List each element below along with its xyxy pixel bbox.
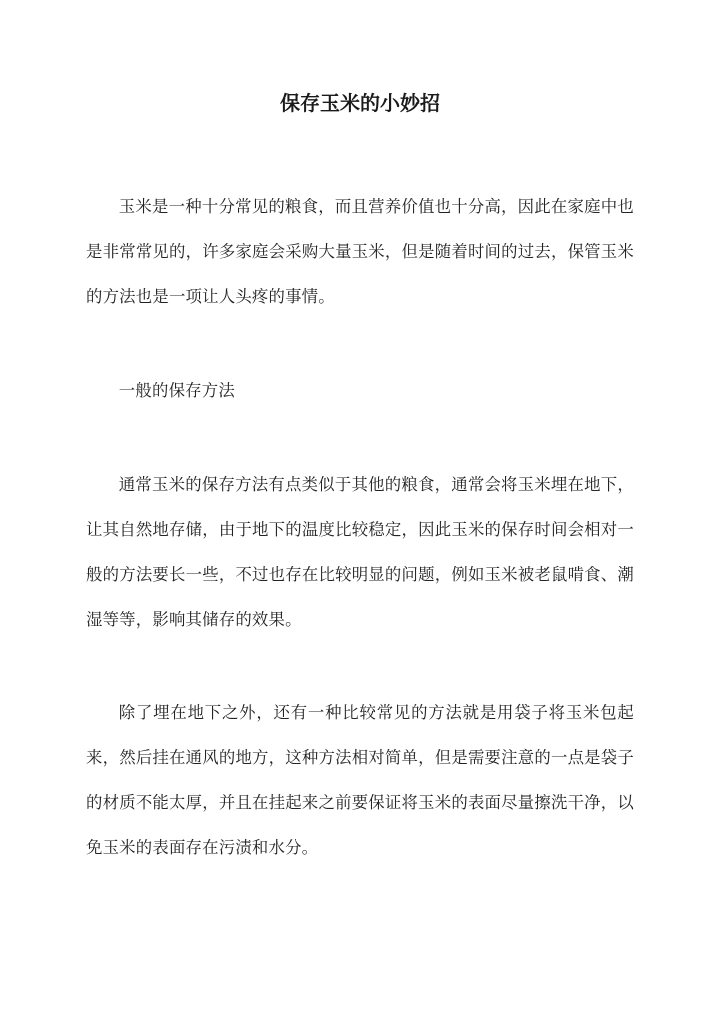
document-title: 保存玉米的小妙招 (280, 91, 440, 115)
paragraph-underground-storage: 通常玉米的保存方法有点类似于其他的粮食，通常会将玉米埋在地下，让其自然地存储，由于地下的温度比较稳定，因此玉米的保存时间会相对一般的方法要长一些，不过也存在比较明显的问题，例如玉米被老鼠啃食、潮湿等等，影响其储存的效果。 (86, 475, 634, 629)
paragraph-intro: 玉米是一种十分常见的粮食，而且营养价值也十分高，因此在家庭中也是非常常见的，许多家庭会采购大量玉米，但是随着时间的过去，保管玉米的方法也是一项让人头疼的事情。 (86, 197, 634, 306)
section-heading-general-method: 一般的保存方法 (118, 381, 235, 400)
paragraph-bag-hanging: 除了埋在地下之外，还有一种比较常见的方法就是用袋子将玉米包起来，然后挂在通风的地方，这种方法相对简单，但是需要注意的一点是袋子的材质不能太厚，并且在挂起来之前要保证将玉米的表面尽量擦洗干净，以免玉米的表面存在污渍和水分。 (86, 703, 634, 857)
